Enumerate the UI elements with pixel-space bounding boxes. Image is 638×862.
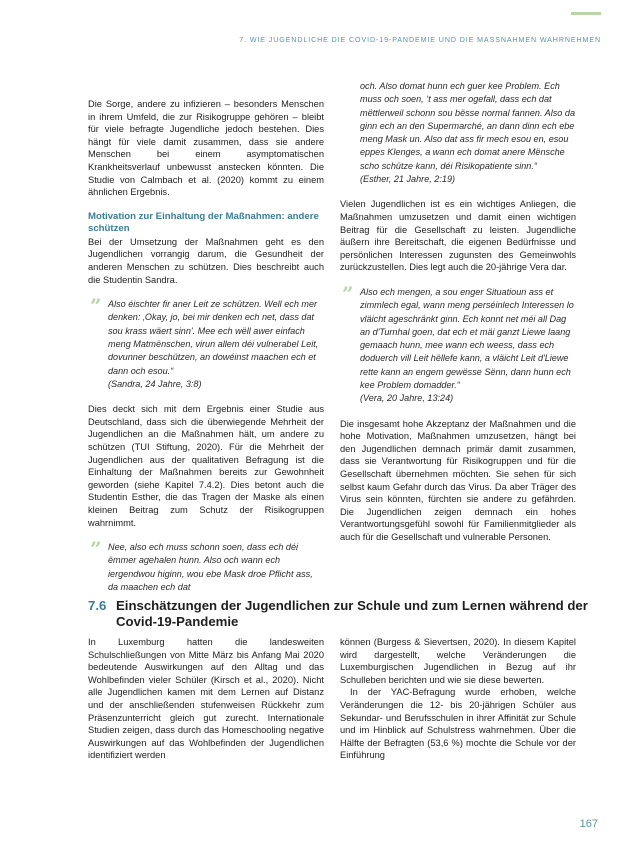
body-paragraph: In der YAC-Befragung wurde erhoben, welche Veränderungen die 12- bis 20-jährigen Schüler aus Sekundar- und Berufsschulen in ihrer Affinität zur Schule und im Hinblick auf Schulstress wahrnehmen. Über die Hälfte der Befragten (53,6 %) mochte die Schule vor der Einführung <box>340 687 576 761</box>
quote-text: Nee, also ech muss schonn soen, dass ech déi ëmmer agehalen hunn. Also och wann ech iergendwou higinn, wou ebe Mask droe Pflicht ass, da maachen ech dat <box>108 542 313 593</box>
bottom-right-column <box>340 636 576 762</box>
quote-source: (Sandra, 24 Jahre, 3:8) <box>108 378 202 389</box>
quote-text: Also éischter fir aner Leit ze schützen. Well ech mer denken: ‚Okay, jo, bei mir denken ech net, dass dat sou krass wäert sinn'. Mee ech wëll awer einfach meng Matmënschen, virun allem déi vulnerabel Leit, dovunner beschützen, an dowéinst maachen ech et dann och esou.“ <box>108 299 319 376</box>
interview-quote <box>88 537 324 594</box>
quote-mark-icon: ” <box>90 294 102 319</box>
body-paragraph: können (Burgess & Sievertsen, 2020). In diesem Kapitel wird dargestellt, welche Veränderungen die Luxemburgischen Jugendlichen in Bezug auf ihr Schulleben berichten und wie sie diese bewerten. <box>340 637 576 685</box>
bottom-left-column <box>88 636 324 762</box>
section-number: 7.6 <box>88 598 107 613</box>
quote-mark-icon: ” <box>342 281 354 306</box>
page-number: 167 <box>579 818 598 830</box>
quote-mark-icon: ” <box>90 537 102 562</box>
section-title: Einschätzungen der Jugendlichen zur Schule und zum Lernen während der Covid-19-Pandemie <box>116 598 588 629</box>
quote-text: Also ech mengen, a sou enger Situatioun ass et zimmlech egal, wann meng perséinlech Interessen lo vläicht ageschränkt ginn. Ech konnt net méi all Dag an d'Turnhal goen, dat ech et mäi ganzt Liewe laang gemaach hunn, mee wann ech weess, dass ech doduerch vill Leit hëllefe kann, a vläicht Leit d'Liewe rette kann an engem gewësse Sënn, dann hunn ech kee Problem domadder.“ <box>360 286 574 391</box>
quote-text: och. Also domat hunn ech guer kee Problem. Ech muss och soen, ‘t ass mer ogefall, dass ech dat mëttlerweil schonn sou bësse normal fannen. Also da ginn ech an den Supermarché, an dann dinn ech ebe meng Mask un. Also dat ass fir mech esou en, esou eppes Klenges, a wann ech domat anere Mënsche scho schütze kann, déi Risikopatiente sinn.“ <box>360 81 575 171</box>
subheading: Motivation zur Einhaltung der Maßnahmen: andere schützen <box>88 210 319 235</box>
running-header: 7. WIE JUGENDLICHE DIE COVID-19-PANDEMIE UND DIE MASSNAHMEN WAHRNEHMEN <box>239 36 601 44</box>
body-paragraph: Vielen Jugendlichen ist es ein wichtiges Anliegen, die Maßnahmen umzusetzen und damit einen wichtigen Beitrag für die Gesellschaft zu leisten. Jugendliche äußern ihre Bereitschaft, die eigenen Bedürfnisse und persönlichen Interessen zugunsten des Gemeinwohls zurückzustellen. Dies legt auch die 20-jährige Vera dar. <box>340 199 576 273</box>
section-heading <box>88 598 588 630</box>
quote-source: (Vera, 20 Jahre, 13:24) <box>360 393 454 404</box>
body-paragraph: Die insgesamt hohe Akzeptanz der Maßnahmen und die hohe Motivation, Maßnahmen umzusetzen, hängt bei den Jugendlichen demnach primär damit zusammen, dass sie Verantwortung für Risikogruppen und für die Gesellschaft übernehmen möchten. Sie sehen für sich selbst kaum Gefahr durch das Virus. Da aber Träger des Virus sein könnten, fürchten sie andere zu gefährden. Die Jugendlichen zeigen demnach ein hohes Verantwortungsgefühl sowohl für Familienmitglieder als auch für die Gesellschaft und vulnerable Personen. <box>340 418 576 542</box>
body-paragraph: In Luxemburg hatten die landesweiten Schulschließungen von Mitte März bis Anfang Mai 2020 bedeutende Auswirkungen auf den Alltag und das Wohlbefinden vieler Schüler (Kirsch et al., 2020). Nicht alle Jugendlichen kamen mit dem Lernen auf Distanz und der anschließenden stufenweisen Rückkehr zum Präsenzunterricht gleich gut zurecht. Internationale Studien zeigen, dass durch das Homeschooling negative Auswirkungen auf das Wohlbefinden der Jugendlichen identifiziert werden <box>88 637 324 761</box>
body-paragraph: Dies deckt sich mit dem Ergebnis einer Studie aus Deutschland, dass sich die überwiegende Mehrheit der Jugendlichen an die Maßnahmen hält, um andere zu schützen (TUI Stiftung, 2020). Für die Mehrheit der Jugendlichen aus der qualitativen Befragung ist die Einhaltung der Maßnahmen bereits zur Gewohnheit geworden (siehe Kapitel 7.4.2). Dies betont auch die Studentin Esther, die das Tragen der Maske als einen kleinen Beitrag zum Schutz der Risikogruppen wahrnimmt. <box>88 404 324 528</box>
body-paragraph: Die Sorge, andere zu infizieren – besonders Menschen in ihrem Umfeld, die zur Risikogruppe gehören – bleibt für viele befragte Jugendliche jedoch bestehen. Dies hängt für viele damit zusammen, dass sie andere Menschen bei einem asymptomatischen Krankheitsverlauf unbewusst anstecken könnten. Die Studie von Calmbach et al. (2020) kommt zu einem ähnlichen Ergebnis. <box>88 99 324 198</box>
left-column <box>88 98 324 594</box>
interview-quote <box>340 281 576 406</box>
interview-quote-continued <box>340 80 576 186</box>
quote-source: (Esther, 21 Jahre, 2:19) <box>360 174 456 185</box>
header-accent-rule <box>571 12 601 15</box>
body-paragraph: Bei der Umsetzung der Maßnahmen geht es den Jugendlichen vorrangig darum, die Gesundheit der anderen Menschen zu schützen. Dies beschreibt auch die Studentin Sandra. <box>88 236 324 285</box>
interview-quote <box>88 294 324 391</box>
right-column <box>340 80 576 544</box>
